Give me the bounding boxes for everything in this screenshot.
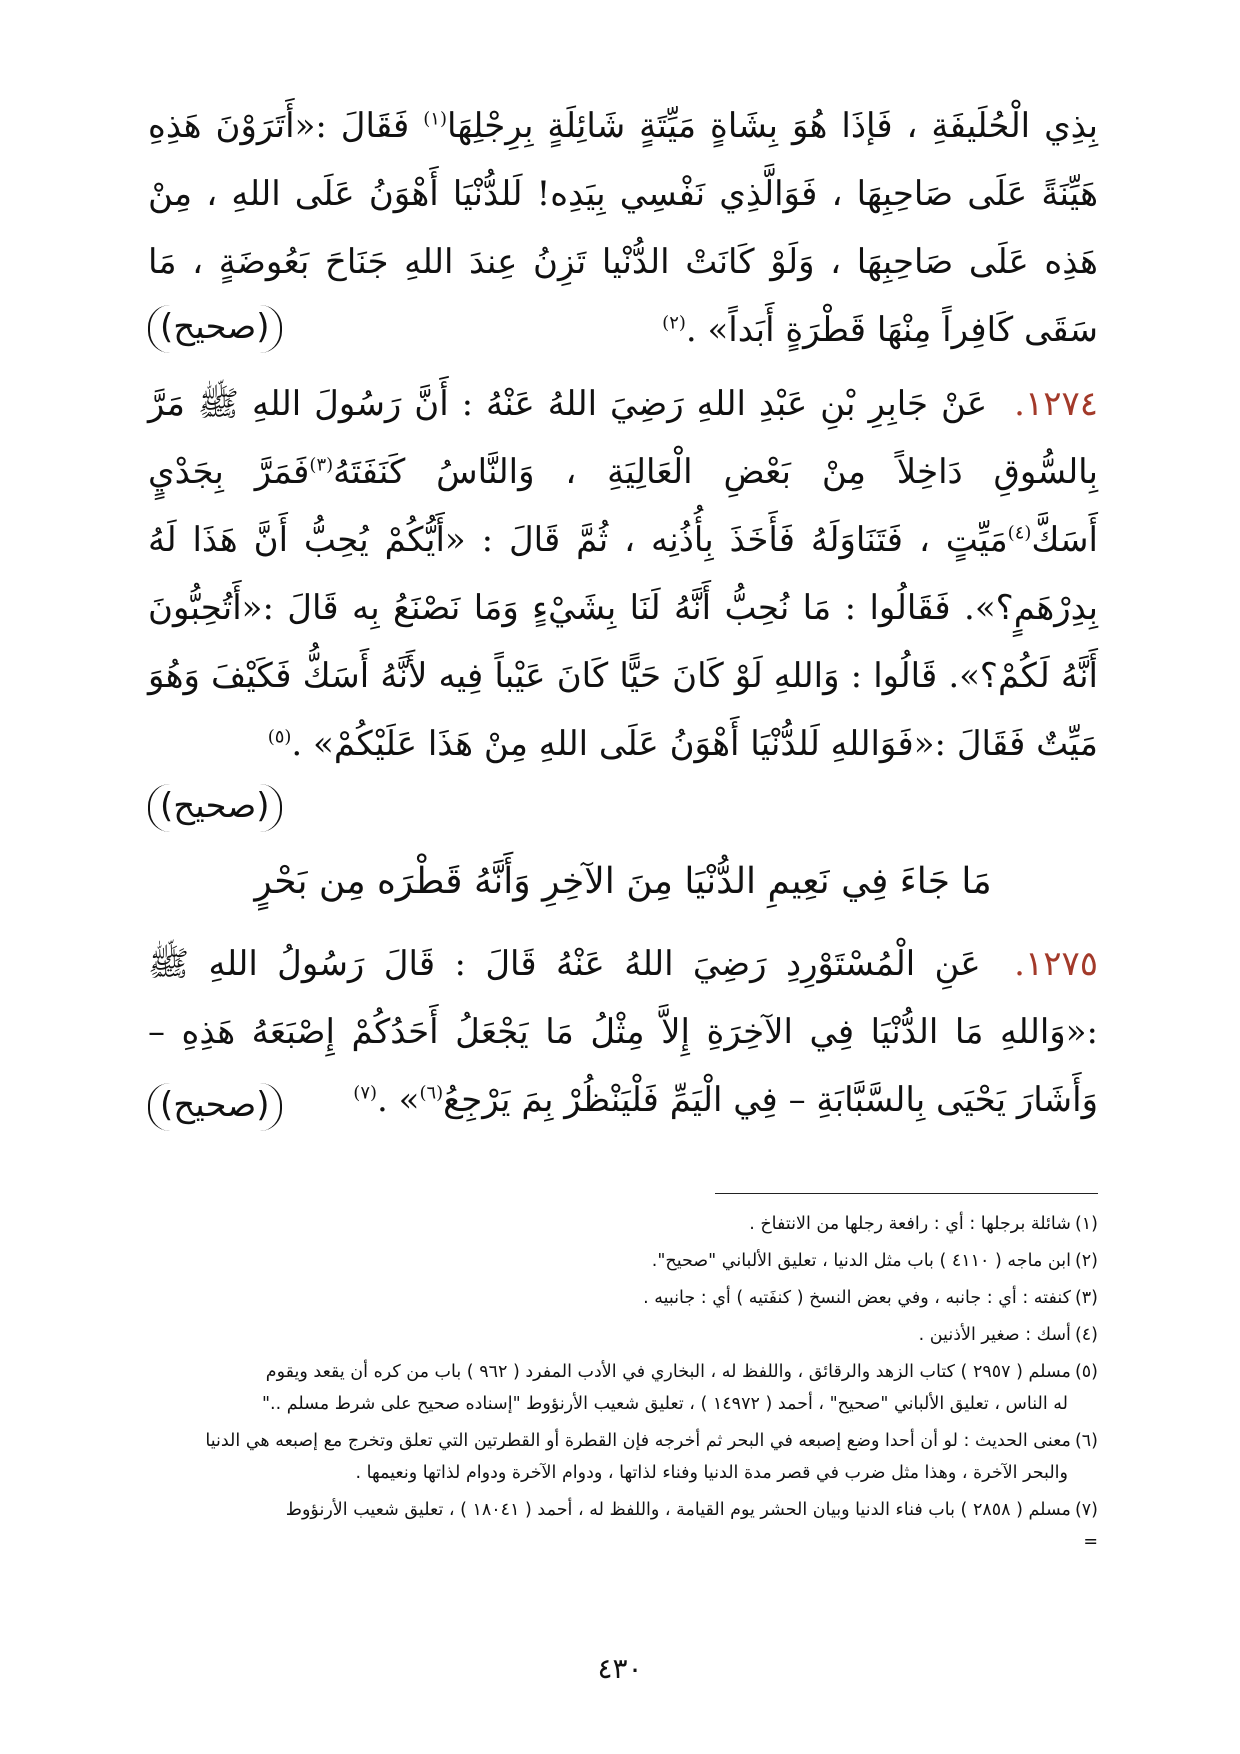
footnote-separator	[715, 1193, 1098, 1194]
footnote-4: (٤)أسك : صغير الأذنين .	[918, 1325, 1098, 1345]
grade-badge-1273: (صحيح)	[148, 305, 282, 353]
grade-badge-1275: (صحيح)	[148, 1083, 282, 1131]
footnote-ref-6[interactable]: (٦)	[419, 1082, 444, 1104]
footnote-ref-2[interactable]: (٢)	[662, 312, 686, 334]
hadith-1274	[148, 370, 1098, 778]
section-title: مَا جَاءَ فِي نَعِيمِ الدُّنْيَا مِنَ الآخِرِ وَأَنَّهُ قَطْرَه مِن بَحْرٍ	[254, 861, 992, 902]
hadith-number-1274: ١٢٧٤.	[1014, 384, 1098, 424]
grade-badge-1274: (صحيح)	[148, 784, 282, 832]
hadith-1275-text-b: » .	[377, 1080, 420, 1120]
footnote-ref-5[interactable]: (٥)	[267, 726, 292, 748]
footnote-6: (٦)معنى الحديث : لو أن أحدا وضع إصبعه في البحر ثم أخرجه فإن القطرة أو القطرتين التي تعلق وتخرج مع إصبعه هي الدنيا والبحر الآخرة ، وهذا مثل ضرب في قصر مدة الدنيا وفناء لذاتها ، ودوام الآخرة ودوام لذاتها ونعيمها .	[205, 1431, 1098, 1483]
hadith-1273-continuation	[148, 92, 1098, 364]
footnote-7: (٧)مسلم ( ٢٨٥٨ ) باب فناء الدنيا وبيان الحشر يوم القيامة ، واللفظ له ، أحمد ( ١٨٠٤١ ) ، تعليق شعيب الأرنؤوط =	[285, 1500, 1098, 1552]
hadith-1274-text-c: مَيِّتٍ ، فَتَنَاوَلَهُ فَأَخَذَ بِأُذُنِه ، ثُمَّ قَالَ : «أَيُّكُمْ يُحِبُّ أَنَّ هَذَا لَهُ بِدِرْهَمٍ؟». فَقَالُوا : مَا نُحِبُّ أَنَّهُ لَنَا بِشَيْءٍ وَمَا نَصْنَعُ بِه قَالَ :«أَتُحِبُّونَ أَنَّهُ لَكُمْ؟». قَالُوا : وَاللهِ لَوْ كَانَ حَيًّا كَانَ عَيْباً فِيه لأَنَّهُ أَسَكُّ فَكَيْفَ وَهُوَ مَيِّتٌ فَقَالَ :«فَوَاللهِ لَلدُّنْيَا أَهْوَنُ عَلَى اللهِ مِنْ هَذَا عَلَيْكُمْ» .	[148, 520, 1098, 764]
footnote-1: (١)شائلة برجلها : أي : رافعة رجلها من الانتفاخ .	[749, 1214, 1098, 1234]
footnote-5: (٥)مسلم ( ٢٩٥٧ ) كتاب الزهد والرقائق ، واللفظ له ، البخاري في الأدب المفرد ( ٩٦٢ ) باب من كره أن يقعد ويقوم له الناس ، تعليق الألباني "صحيح" ، أحمد ( ١٤٩٧٢ ) ، تعليق شعيب الأرنؤوط "إسناده صحيح على شرط مسلم .."	[262, 1362, 1098, 1414]
hadith-1274-text-a: عَنْ جَابِرِ بْنِ عَبْدِ اللهِ رَضِيَ اللهُ عَنْهُ : أَنَّ رَسُولَ اللهِ ﷺ مَرَّ بِالسُّوقِ دَاخِلاً مِنْ بَعْضِ الْعَالِيَةِ ، وَالنَّاسُ كَنَفَتَهُ	[148, 384, 1098, 492]
hadith-1275-text-a: عَنِ الْمُسْتَوْرِدِ رَضِيَ اللهُ عَنْهُ قَالَ : قَالَ رَسُولُ اللهِ ﷺ :«وَاللهِ مَا الدُّنْيَا فِي الآخِرَةِ إِلاَّ مِثْلُ مَا يَجْعَلُ أَحَدُكُمْ إِصْبَعَهُ هَذِهِ – وَأَشَارَ يَحْيَى بِالسَّبَّابَةِ – فِي الْيَمِّ فَلْيَنْظُرْ بِمَ يَرْجِعُ	[148, 944, 1098, 1120]
footnote-2: (٢)ابن ماجه ( ٤١١٠ ) باب مثل الدنيا ، تعليق الألباني "صحيح".	[651, 1251, 1098, 1271]
hadith-1274-text-b: فَمَرَّ بِجَدْيٍ أَسَكَّ	[148, 452, 1098, 560]
footnote-ref-4[interactable]: (٤)	[1007, 522, 1032, 544]
hadith-number-1275: ١٢٧٥.	[1014, 944, 1098, 984]
page-number: ٤٣٠	[597, 1652, 643, 1685]
footnote-ref-1[interactable]: (١)	[423, 108, 447, 130]
hadith-1273-text-line1: بِذِي الْحُلَيفَةِ ، فَإذَا هُوَ بِشَاةٍ مَيِّتَةٍ شَائِلَةٍ بِرِجْلِهَا	[446, 106, 1098, 146]
footnote-ref-7[interactable]: (٧)	[353, 1082, 378, 1104]
hadith-1275	[148, 930, 1098, 1134]
footnote-3: (٣)كنفته : أي : جانبه ، وفي بعض النسخ ( كنفَتيه ) أي : جانبيه .	[643, 1288, 1098, 1308]
footnotes	[148, 1208, 1098, 1563]
hadith-1273-text-rest: فَقَالَ :«أَتَرَوْنَ هَذِهِ هَيِّنَةً عَلَى صَاحِبِهَا ، فَوَالَّذِي نَفْسِي بِيَدِه! لَلدُّنْيَا أَهْوَنُ عَلَى اللهِ ، مِنْ هَذِه عَلَى صَاحِبِهَا ، وَلَوْ كَانَتْ الدُّنْيا تَزِنُ عِندَ اللهِ جَنَاحَ بَعُوضَةٍ ، مَا سَقَى كَافِراً مِنْهَا قَطْرَةٍ أَبَداً» .	[148, 106, 1098, 350]
footnote-ref-3[interactable]: (٣)	[309, 454, 334, 476]
